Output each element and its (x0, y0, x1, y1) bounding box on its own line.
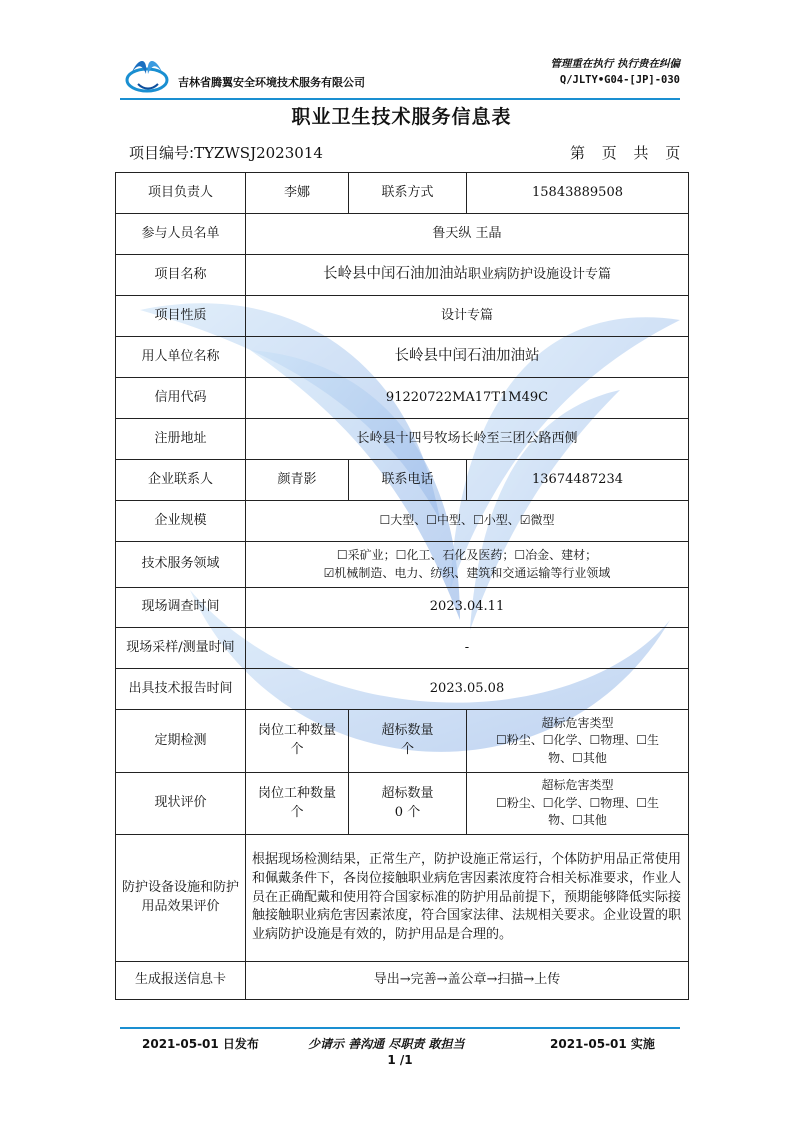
table-row (116, 501, 689, 542)
page-footer (120, 1027, 680, 1069)
cell-label: 企业联系人 (116, 460, 246, 501)
cell-value: - (246, 628, 689, 669)
cell-value: 颜青影 (246, 460, 349, 501)
table-row (116, 835, 689, 962)
table-row (116, 378, 689, 419)
company-logo-icon (124, 54, 170, 94)
option-line: ☐采矿业；☐化工、石化及医药；☐冶金、建材； (336, 548, 598, 563)
cell-value: 导出→完善→盖公章→扫描→上传 (246, 962, 689, 1000)
cell-label: 参与人员名单 (116, 214, 246, 255)
table-row (116, 419, 689, 460)
count-label: 岗位工种数量 (257, 723, 336, 739)
project-number (129, 142, 323, 163)
cell-value: 李娜 (246, 173, 349, 214)
table-row (116, 255, 689, 296)
table-row (116, 628, 689, 669)
cell-label: 出具技术报告时间 (116, 669, 246, 710)
checkbox-options (246, 542, 689, 588)
cell-label: 联系方式 (349, 173, 467, 214)
page-info: 第 页 共 页 (570, 144, 681, 162)
hazard-line: 物、☐其他 (548, 750, 607, 765)
cell-value: 鲁天纵 王晶 (246, 214, 689, 255)
hazard-line: ☐粉尘、☐化学、☐物理、☐生 (495, 795, 660, 810)
cell-value (246, 710, 349, 773)
cell-label: 项目负责人 (116, 173, 246, 214)
project-name-a: 长岭县中闰石油加油站 (322, 266, 468, 283)
table-row (116, 542, 689, 588)
issue-date: 2021-05-01 日发布 (142, 1037, 259, 1051)
cell-label: 生成报送信息卡 (116, 962, 246, 1000)
company-name: 吉林省腾翼安全环境技术服务有限公司 (178, 76, 365, 89)
cell-value: 2023.04.11 (246, 588, 689, 628)
cell-label: 联系电话 (349, 460, 467, 501)
count-unit: 个 (290, 742, 304, 757)
project-number-label: 项目编号: (129, 144, 195, 162)
cell-value: 13674487234 (467, 460, 689, 501)
exceed-label: 超标数量 (381, 785, 434, 801)
page-title: 职业卫生技术服务信息表 (291, 106, 512, 128)
cell-label: 项目性质 (116, 296, 246, 337)
project-number-value: TYZWSJ2023014 (194, 144, 323, 162)
table-row (116, 962, 689, 1000)
cell-label: 用人单位名称 (116, 337, 246, 378)
hazard-title: 超标危害类型 (541, 778, 614, 793)
table-row (116, 460, 689, 501)
option-line: ☑机械制造、电力、纺织、建筑和交通运输等行业领域 (323, 565, 611, 580)
hazard-types (467, 710, 689, 773)
cell-value: 2023.05.08 (246, 669, 689, 710)
cell-value: 15843889508 (467, 173, 689, 214)
page-number: 1 /1 (387, 1053, 413, 1067)
cell-value (349, 710, 467, 773)
hazard-line: ☐粉尘、☐化学、☐物理、☐生 (495, 733, 660, 748)
cell-value (349, 773, 467, 835)
cell-value: 设计专篇 (246, 296, 689, 337)
table-row (116, 773, 689, 835)
cell-label: 防护设备设施和防护用品效果评价 (116, 835, 246, 962)
cell-value: 长岭县十四号牧场长岭至三团公路西侧 (246, 419, 689, 460)
table-row (116, 173, 689, 214)
table-row (116, 296, 689, 337)
table-row (116, 669, 689, 710)
cell-label: 注册地址 (116, 419, 246, 460)
footer-slogan: 少请示 善沟通 尽职责 敢担当 (308, 1037, 465, 1051)
cell-label: 现状评价 (116, 773, 246, 835)
cell-value: 91220722MA17T1M49C (246, 378, 689, 419)
exceed-value: 0 个 (394, 804, 421, 820)
cell-label: 企业规模 (116, 501, 246, 542)
table-row (116, 214, 689, 255)
effective-date: 2021-05-01 实施 (550, 1037, 655, 1051)
document-code: Q/JLTY•G04-[JP]-030 (559, 74, 680, 86)
count-unit: 个 (290, 804, 304, 820)
project-name-b: 职业病防护设施设计专篇 (467, 267, 611, 283)
cell-label: 定期检测 (116, 710, 246, 773)
cell-label: 现场采样/测量时间 (116, 628, 246, 669)
cell-value (246, 255, 689, 296)
exceed-label: 超标数量 (381, 723, 434, 739)
hazard-line: 物、☐其他 (548, 813, 607, 828)
table-row (116, 710, 689, 773)
count-label: 岗位工种数量 (257, 785, 336, 801)
table-row (116, 588, 689, 628)
info-table (115, 172, 689, 1000)
exceed-value: 个 (400, 742, 414, 757)
cell-label: 项目名称 (116, 255, 246, 296)
cell-label: 技术服务领域 (116, 542, 246, 588)
hazard-types (467, 773, 689, 835)
table-row (116, 337, 689, 378)
checkbox-options: ☐大型、☐中型、☐小型、☑微型 (246, 501, 689, 542)
cell-label: 信用代码 (116, 378, 246, 419)
cell-value (246, 773, 349, 835)
page-header (120, 50, 680, 100)
cell-label: 现场调查时间 (116, 588, 246, 628)
hazard-title: 超标危害类型 (541, 715, 614, 730)
evaluation-text: 根据现场检测结果，正常生产，防护设施正常运行，个体防护用品正常使用和佩戴条件下，各岗位接触职业病危害因素浓度符合相关标准要求，作业人员在正确配戴和使用符合国家标准的防护用品前提下，预期能够降低实际接触接触职业病危害因素浓度，符合国家法律、法规相关要求。企业设置的职业病防护设施是有效的，防护用品是合理的。 (246, 835, 689, 962)
cell-value: 长岭县中闰石油加油站 (246, 337, 689, 378)
header-motto: 管理重在执行 执行贵在纠偏 (550, 58, 680, 70)
